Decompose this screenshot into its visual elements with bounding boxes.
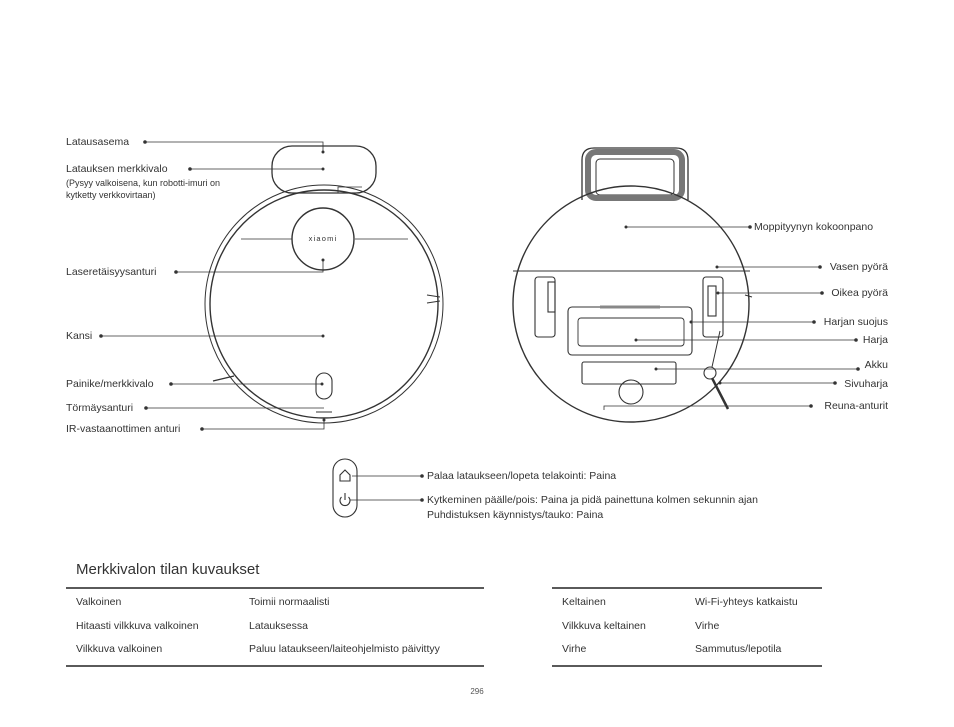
page-number: 296 [470,687,484,696]
label-button-indicator: Painike/merkkivalo [66,378,154,390]
label-battery: Akku [864,359,888,371]
table-cell-meaning: Virhe [695,619,720,632]
indicator-table-yellow [552,587,822,667]
table-cell-meaning: Wi-Fi-yhteys katkaistu [695,596,798,608]
label-laser-sensor: Laseretäisyysanturi [66,266,157,278]
table-cell-state: Vilkkuva valkoinen [76,643,163,655]
label-dock-indicator-note: (Pysyy valkoisena, kun robotti-imuri on kytketty verkkovirtaan) [66,178,221,200]
label-bumper: Törmäysanturi [66,402,134,414]
label-brush-cover: Harjan suojus [823,316,888,328]
mop-bracket [582,148,688,200]
home-icon [340,470,350,481]
table-row [552,638,822,662]
label-power-button-line1: Kytkeminen päälle/pois: Paina ja pidä painettuna kolmen sekunnin ajan [427,494,758,506]
table-cell-state: Hitaasti vilkkuva valkoinen [76,619,199,632]
label-power-button-line2: Puhdistuksen käynnistys/tauko: Paina [427,509,604,521]
button-panel [333,459,422,517]
table-cell-state: Valkoinen [76,596,122,608]
label-right-wheel: Oikea pyörä [831,287,888,299]
table-row [552,591,822,615]
table-cell-state: Keltainen [562,596,606,608]
section-title: Merkkivalon tilan kuvaukset [76,561,260,578]
robot-bottom-view [513,148,858,422]
label-dock-indicator: Latauksen merkkivalo [66,163,168,175]
brand-logo-text: xiaomi [308,233,338,243]
table-row [66,591,484,615]
table-row [66,638,484,662]
table-cell-meaning: Paluu lataukseen/laiteohjelmisto päivittyy [249,643,440,655]
label-ir-sensor: IR-vastaanottimen anturi [66,423,181,435]
table-cell-meaning: Latauksessa [249,619,308,632]
table-row [66,615,484,639]
label-side-brush: Sivuharja [844,378,888,390]
brush-cover [568,307,692,355]
label-left-wheel: Vasen pyörä [829,261,888,273]
label-home-button: Palaa lataukseen/lopeta telakointi: Paina [427,470,617,482]
table-cell-state: Virhe [562,643,587,655]
table-row [552,615,822,639]
left-wheel [535,277,555,337]
table-cell-state: Vilkkuva keltainen [562,619,646,632]
table-cell-meaning: Toimii normaalisti [249,596,330,608]
label-mop-assembly: Moppityynyn kokoonpano [754,221,874,233]
label-brush: Harja [862,334,888,346]
label-dock: Latausasema [66,136,130,148]
power-icon [340,493,350,506]
robot-button [316,373,332,399]
label-cliff-sensor: Reuna-anturit [824,400,888,412]
table-cell-meaning: Sammutus/lepotila [695,643,782,655]
indicator-table-white [66,587,484,667]
label-cover: Kansi [66,330,93,342]
